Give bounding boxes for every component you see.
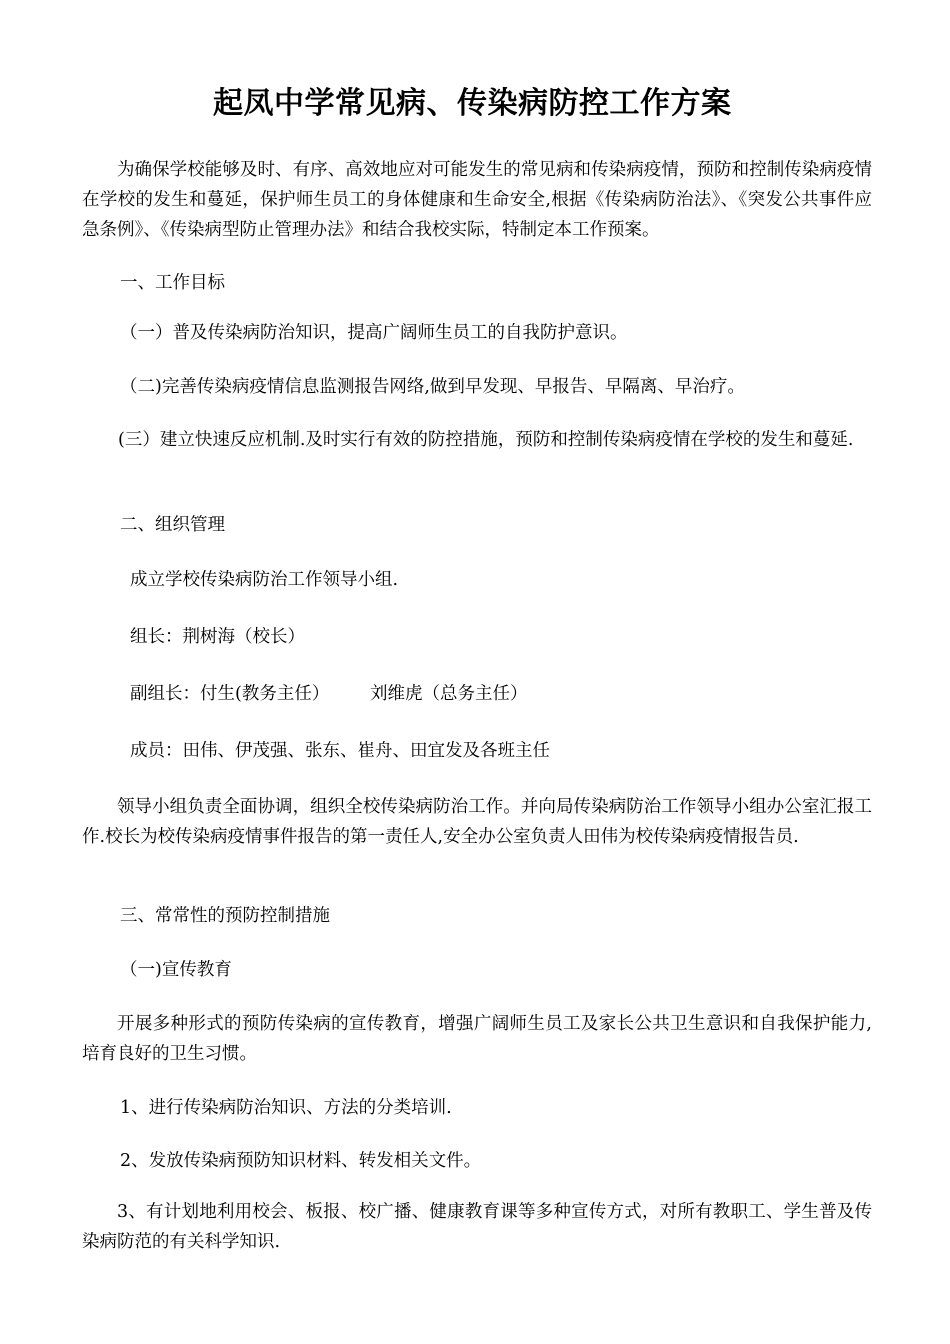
section2-heading: 二、组织管理 [120, 515, 225, 535]
section3-item3: 3、有计划地利用校会、板报、校广播、健康教育课等多种宣传方式，对所有教职工、学生普及传染病防范的有关科学知识. [82, 1202, 872, 1252]
section2-line3b: 刘维虎（总务主任） [370, 684, 528, 704]
section1-item3: (三）建立快速反应机制.及时实行有效的防控措施，预防和控制传染病疫情在学校的发生和蔓延. [118, 430, 854, 450]
section3-paragraph: 开展多种形式的预防传染病的宣传教育，增强广阔师生员工及家长公共卫生意识和自我保护能力,培育良好的卫生习惯。 [82, 1014, 872, 1064]
section3-heading: 三、常常性的预防控制措施 [120, 906, 330, 926]
intro-paragraph: 为确保学校能够及时、有序、高效地应对可能发生的常见病和传染病疫情，预防和控制传染病疫情在学校的发生和蔓延，保护师生员工的身体健康和生命安全,根据《传染病防治法》、《突发公共事件应急条例》、《传染病型防止管理办法》和结合我校实际，特制定本工作预案。 [82, 160, 872, 240]
section1-item1: （一）普及传染病防治知识，提高广阔师生员工的自我防护意识。 [120, 323, 628, 343]
document-title: 起凤中学常见病、传染病防控工作方案 [213, 86, 732, 121]
section2-line4: 成员：田伟、伊茂强、张东、崔舟、田宜发及各班主任 [130, 741, 550, 761]
section2-line1: 成立学校传染病防治工作领导小组. [130, 570, 399, 590]
section1-heading: 一、工作目标 [120, 273, 225, 293]
section3-item2: 2、发放传染病预防知识材料、转发相关文件。 [120, 1151, 482, 1171]
section3-item1: 1、进行传染病防治知识、方法的分类培训. [120, 1098, 452, 1118]
section1-item2: （二)完善传染病疫情信息监测报告网络,做到早发现、早报告、早隔离、早治疗。 [120, 377, 745, 397]
section3-sub1: （一)宣传教育 [120, 960, 232, 980]
section2-paragraph: 领导小组负责全面协调，组织全校传染病防治工作。并向局传染病防治工作领导小组办公室汇报工作.校长为校传染病疫情事件报告的第一责任人,安全办公室负责人田伟为校传染病疫情报告员. [82, 797, 872, 847]
section2-line3a: 副组长：付生(教务主任） [130, 684, 330, 704]
section2-line2: 组长：荆树海（校长） [130, 627, 305, 647]
